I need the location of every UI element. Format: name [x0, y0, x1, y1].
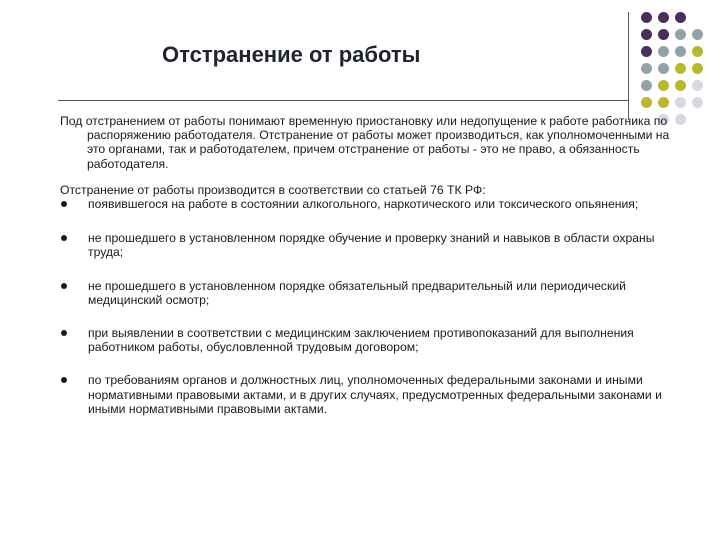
list-item-text: по требованиям органов и должностных лиц, уполномоченных федеральными законами и иными нормативными правовыми актами, и в других случаях, предусмотренных федеральными законами и иными нормативными правовыми актами. [88, 373, 662, 416]
decorative-dot [641, 80, 652, 91]
list-item-text: не прошедшего в установленном порядке обязательный предварительный или периодический медицинский осмотр; [88, 278, 626, 307]
decorative-dot [692, 114, 703, 125]
bullet-icon [61, 330, 67, 336]
decorative-dot [692, 97, 703, 108]
vertical-divider [628, 12, 629, 120]
list-item [60, 373, 675, 416]
decorative-dot [658, 46, 669, 57]
horizontal-divider [58, 100, 628, 101]
list-item [60, 326, 675, 354]
decorative-dot [641, 29, 652, 40]
intro-paragraph: Под отстранением от работы понимают временную приостановку или недопущение к работе работника по распоряжению работодателя. Отстранение от работы может производиться, как уполномоченными на это органами, так и работодателем, причем отстранение от работы - это не право, а обязанность работодателя. [60, 114, 670, 171]
decorative-dot [641, 63, 652, 74]
decorative-dot-grid [641, 12, 703, 125]
bullet-list [60, 197, 675, 416]
decorative-dot [641, 97, 652, 108]
decorative-dot [641, 12, 652, 23]
bullet-icon [61, 283, 67, 289]
decorative-dot [692, 12, 703, 23]
bullet-icon [61, 377, 67, 383]
decorative-dot [675, 29, 686, 40]
decorative-dot [675, 97, 686, 108]
list-item [60, 279, 675, 307]
decorative-dot [658, 80, 669, 91]
list-item [60, 197, 675, 211]
bullet-icon [61, 201, 67, 207]
decorative-dot [692, 46, 703, 57]
decorative-dot [641, 46, 652, 57]
slide-title: Отстранение от работы [162, 42, 421, 67]
decorative-dot [658, 63, 669, 74]
decorative-dot [675, 63, 686, 74]
decorative-dot [658, 97, 669, 108]
decorative-dot [675, 12, 686, 23]
slide-body [60, 114, 675, 435]
decorative-dot [675, 114, 686, 125]
list-item-text: не прошедшего в установленном порядке обучение и проверку знаний и навыков в области охраны труда; [88, 231, 655, 260]
lead-paragraph: Отстранение от работы производится в соответствии со статьей 76 ТК РФ: [60, 182, 486, 197]
decorative-dot [658, 12, 669, 23]
decorative-dot [675, 80, 686, 91]
decorative-dot [692, 29, 703, 40]
list-item [60, 231, 675, 259]
bullet-icon [61, 235, 67, 241]
decorative-dot [692, 80, 703, 91]
decorative-dot [658, 29, 669, 40]
decorative-dot [692, 63, 703, 74]
decorative-dot [675, 46, 686, 57]
list-item-text: при выявлении в соответствии с медицинским заключением противопоказаний для выполнения работником работы, обусловленной трудовым договором; [88, 326, 634, 355]
list-item-text: появившегося на работе в состоянии алкогольного, наркотического или токсического опьянения; [88, 197, 639, 212]
